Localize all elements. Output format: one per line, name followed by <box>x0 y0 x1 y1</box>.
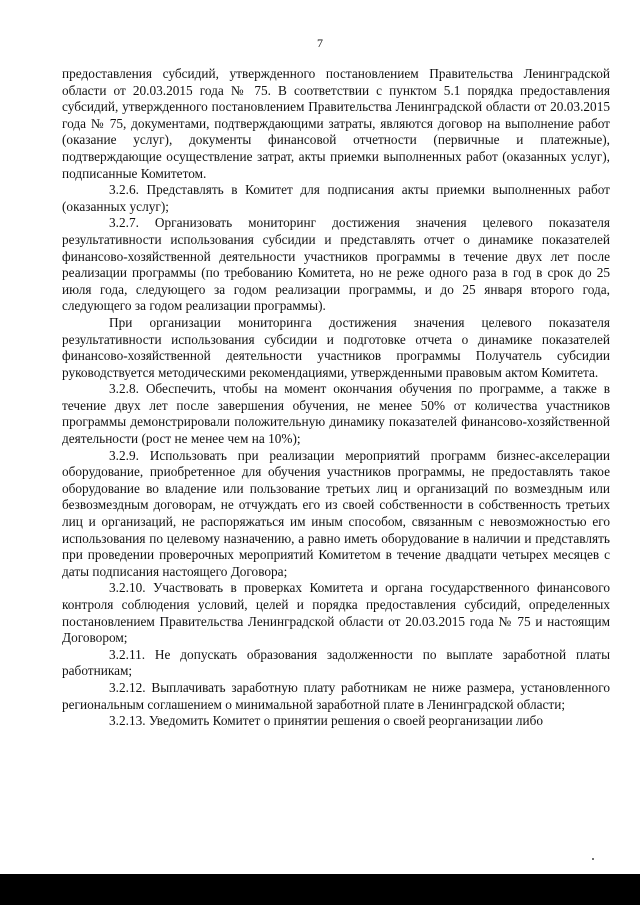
document-body <box>62 66 610 730</box>
scan-border <box>0 874 640 905</box>
page-number: 7 <box>317 36 323 50</box>
paragraph: 3.2.8. Обеспечить, чтобы на момент окончания обучения по программе, а также в течение двух лет после завершения обучения, не менее 50% от количества участников программы демонстрировали положительную динамику показателей финансово-хозяйственной деятельности (рост не менее чем на 10%); <box>62 381 610 447</box>
scan-speck <box>592 858 594 860</box>
paragraph: При организации мониторинга достижения значения целевого показателя результативности использования субсидии и подготовке отчета о динамике показателей финансово-хозяйственной деятельности участников программы Получатель субсидии руководствуется методическими рекомендациями, утвержденными правовым актом Комитета. <box>62 314 610 380</box>
paragraph: 3.2.11. Не допускать образования задолженности по выплате заработной платы работникам; <box>62 646 610 679</box>
paragraph: 3.2.10. Участвовать в проверках Комитета и органа государственного финансового контроля соблюдения условий, целей и порядка предоставления субсидий, определенных постановлением Правительства Ленинградской области от 20.03.2015 года № 75 и настоящим Договором; <box>62 580 610 646</box>
paragraph: 3.2.12. Выплачивать заработную плату работникам не ниже размера, установленного региональным соглашением о минимальной заработной плате в Ленинградской области; <box>62 679 610 712</box>
paragraph: 3.2.13. Уведомить Комитет о принятии решения о своей реорганизации либо <box>109 713 544 729</box>
paragraph: предоставления субсидий, утвержденного постановлением Правительства Ленинградской области от 20.03.2015 года № 75. В соответствии с пунктом 5.1 порядка предоставления субсидий, утвержденного постановлением Правительства Ленинградской области от 20.03.2015 года № 75, документами, подтверждающими затраты, являются договор на выполнение работ (оказание услуг), документы финансовой отчетности (первичные и платежные), подтверждающие осуществление затрат, акты приемки выполненных работ (оказанных услуг), подписанные Комитетом. <box>62 66 610 181</box>
paragraph: 3.2.6. Представлять в Комитет для подписания акты приемки выполненных работ (оказанных услуг); <box>62 182 610 214</box>
paragraph: 3.2.7. Организовать мониторинг достижения значения целевого показателя результативности использования субсидии и представлять отчет о динамике показателей финансово-хозяйственной деятельности участников программы в течение двух лет после реализации программы (по требованию Комитета, но не реже одного раза в год в срок до 25 июля года, следующего за годом реализации программы, и до 25 января второго года, следующего за годом реализации программы). <box>62 215 610 314</box>
paragraph: 3.2.9. Использовать при реализации мероприятий программ бизнес-акселерации оборудование, приобретенное для обучения участников программы, не предоставлять такое оборудование во владение или пользование третьих лиц и организаций по возмездным или безвозмездным договорам, не отчуждать его из своей собственности в собственность третьих лиц и организаций, не распоряжаться им иным способом, связанным с невозможностью его использования по целевому назначению, а равно иметь оборудование в наличии и представлять при проведении проверочных мероприятий Комитетом в течение двадцати четырех месяцев с даты подписания настоящего Договора; <box>62 447 610 579</box>
